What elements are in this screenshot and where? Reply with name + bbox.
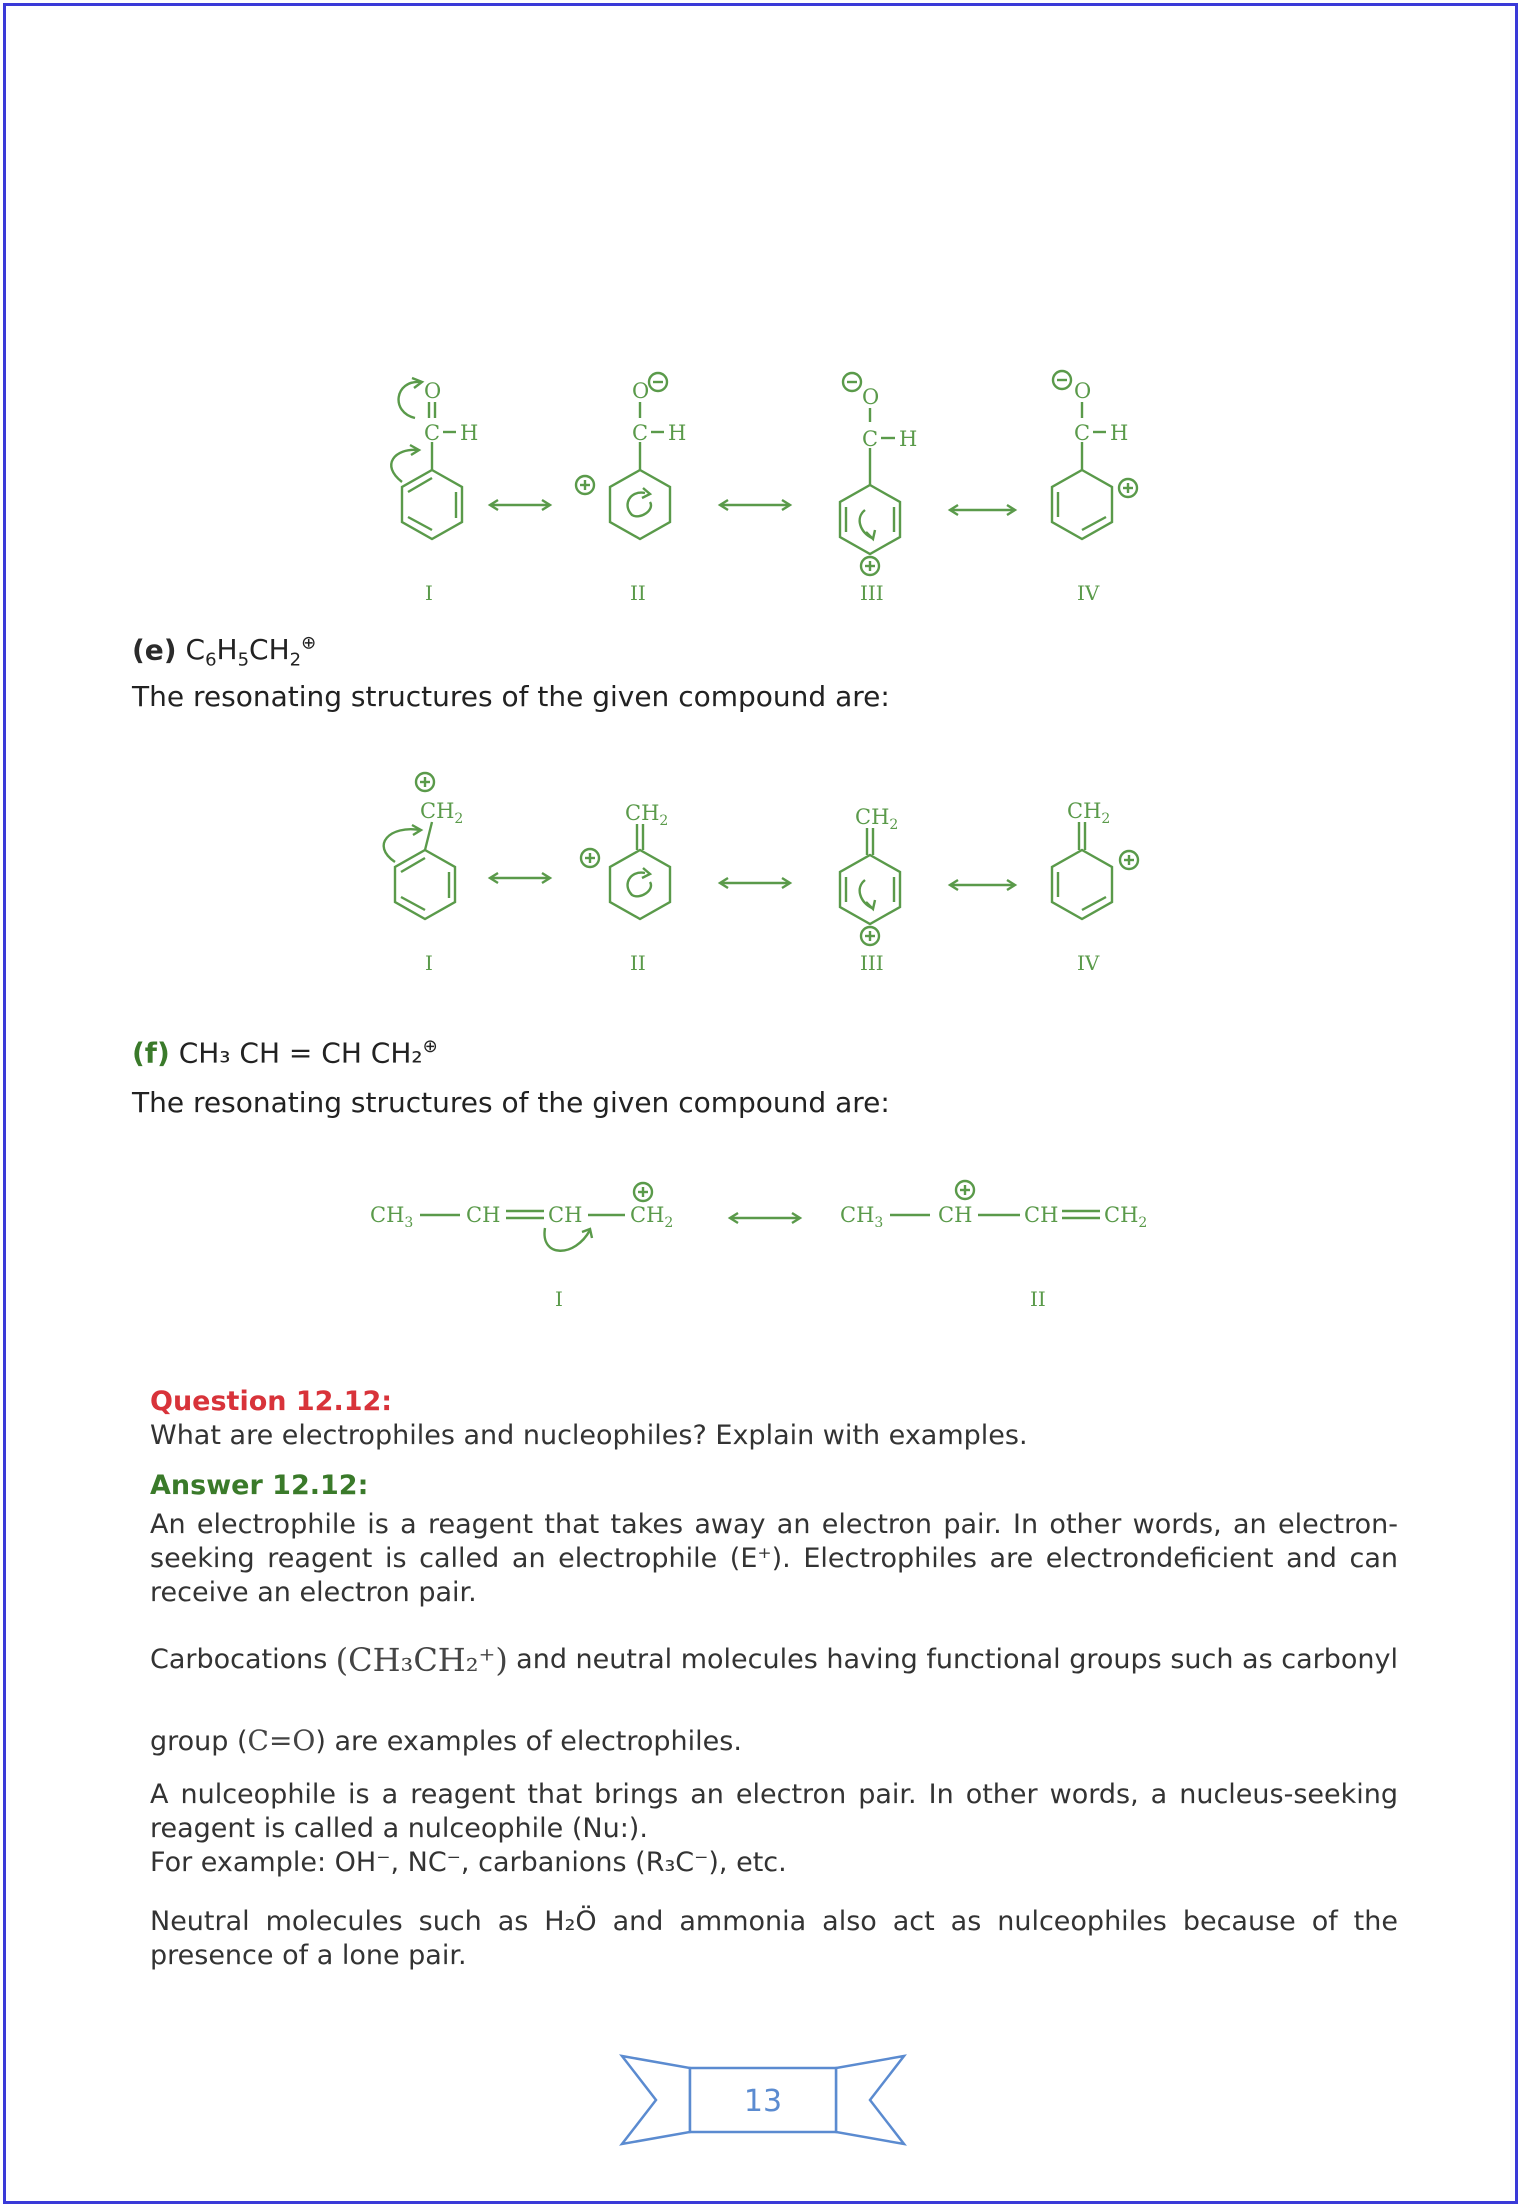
structure-2 [840,1181,1147,1311]
structure-4 [1052,799,1138,975]
svg-text:H: H [668,421,687,445]
svg-text:CH3: $CH_3$ [840,1203,884,1231]
svg-text:CH2: $CH_2$ [420,799,464,827]
structure-2 [581,801,670,975]
svg-text:I: I [425,951,433,975]
svg-text:II: II [630,951,646,975]
label-iv: IV [1077,581,1100,605]
svg-text:CH: CH [548,1203,583,1227]
structure-1 [370,1183,673,1311]
svg-text:CH: CH [938,1203,973,1227]
svg-text:O: O [862,385,880,409]
svg-text:CH: CH [466,1203,501,1227]
section-e-formula: $C_6H_5CH_2^\oplus$ [185,633,317,671]
resonance-arrow [490,500,550,510]
atom-h: H [460,421,479,445]
atom-o: O [424,379,442,403]
section-e-heading [132,633,316,671]
page-number: 13 [743,2084,783,2119]
section-f-intro: The resonating structures of the given compound are: [132,1086,890,1119]
svg-text:CH2: $CH_2$ [1067,799,1111,827]
label-ii: II [630,581,646,605]
structure-4 [1052,371,1137,605]
section-f-formula: CH₃ CH = CH CH₂ [178,1036,423,1070]
svg-text:II: II [1030,1287,1046,1311]
question-text: What are electrophiles and nucleophiles? Explain with examples. [150,1420,1028,1451]
figure-butenyl-cation-resonance [360,1170,1180,1320]
svg-text:CH: CH [1024,1203,1059,1227]
label-iii: III [860,581,884,605]
structure-1 [384,773,464,975]
answer-paragraph-4: A nulceophile is a reagent that brings an electron pair. In other words, a nucleus-seeking reagent is called a nulceophile (Nu:). [150,1779,1398,1844]
answer-paragraph-1: An electrophile is a reagent that takes away an electron pair. In other words, an electron-seeking reagent is called an electrophile (E⁺). Electrophiles are electrondeficient and can receive an electron pair. [150,1509,1398,1608]
answer-paragraph-6: Neutral molecules such as H₂Ö and ammonia also act as nulceophiles because of the presence of a lone pair. [150,1906,1398,1971]
svg-text:C: C [862,427,879,451]
answer-paragraph-5: For example: OH⁻, NC⁻, carbanions (R₃C⁻), etc. [150,1847,787,1878]
svg-text:C: C [632,421,649,445]
svg-text:IV: IV [1077,951,1100,975]
figure-benzyl-cation-resonance [340,760,1200,990]
svg-text:O: O [1074,379,1092,403]
structure-3 [840,805,900,975]
carbonyl-formula: C=O [247,1724,316,1757]
answer-paragraph-2: Carbocations (CH₃CH₂⁺) and neutral molecules having functional groups such as carbonyl [150,1641,1398,1679]
structure-2 [576,373,686,605]
svg-text:CH2: $CH_2$ [625,801,669,829]
structure-3 [840,373,917,605]
svg-text:O: O [632,379,650,403]
question-label: Question 12.12: [150,1386,393,1417]
label-i: I [425,581,433,605]
svg-text:CH3: $CH_3$ [370,1203,414,1231]
section-e-label: (e) [132,633,177,667]
page-number-ribbon [618,2050,908,2150]
structure-1 [391,378,478,605]
svg-text:CH2: $CH_2$ [630,1203,674,1231]
svg-text:H: H [1110,421,1129,445]
svg-text:H: H [899,427,918,451]
section-f-heading: (f) CH₃ CH = CH CH₂⊕ [132,1036,438,1070]
svg-text:I: I [555,1287,563,1311]
svg-text:CH2: $CH_2$ [1104,1203,1148,1231]
svg-text:C: C [1074,421,1091,445]
svg-text:III: III [860,951,884,975]
section-f-label: (f) [132,1036,170,1070]
figure-benzaldehyde-resonance [340,360,1200,620]
section-e-intro: The resonating structures of the given compound are: [132,680,890,713]
answer-paragraph-3: group (C=O) are examples of electrophiles. [150,1724,742,1757]
atom-c: C [424,421,441,445]
answer-label: Answer 12.12: [150,1470,369,1501]
carbocation-formula: (CH₃CH₂⁺) [335,1641,508,1679]
svg-text:CH2: $CH_2$ [855,805,899,833]
